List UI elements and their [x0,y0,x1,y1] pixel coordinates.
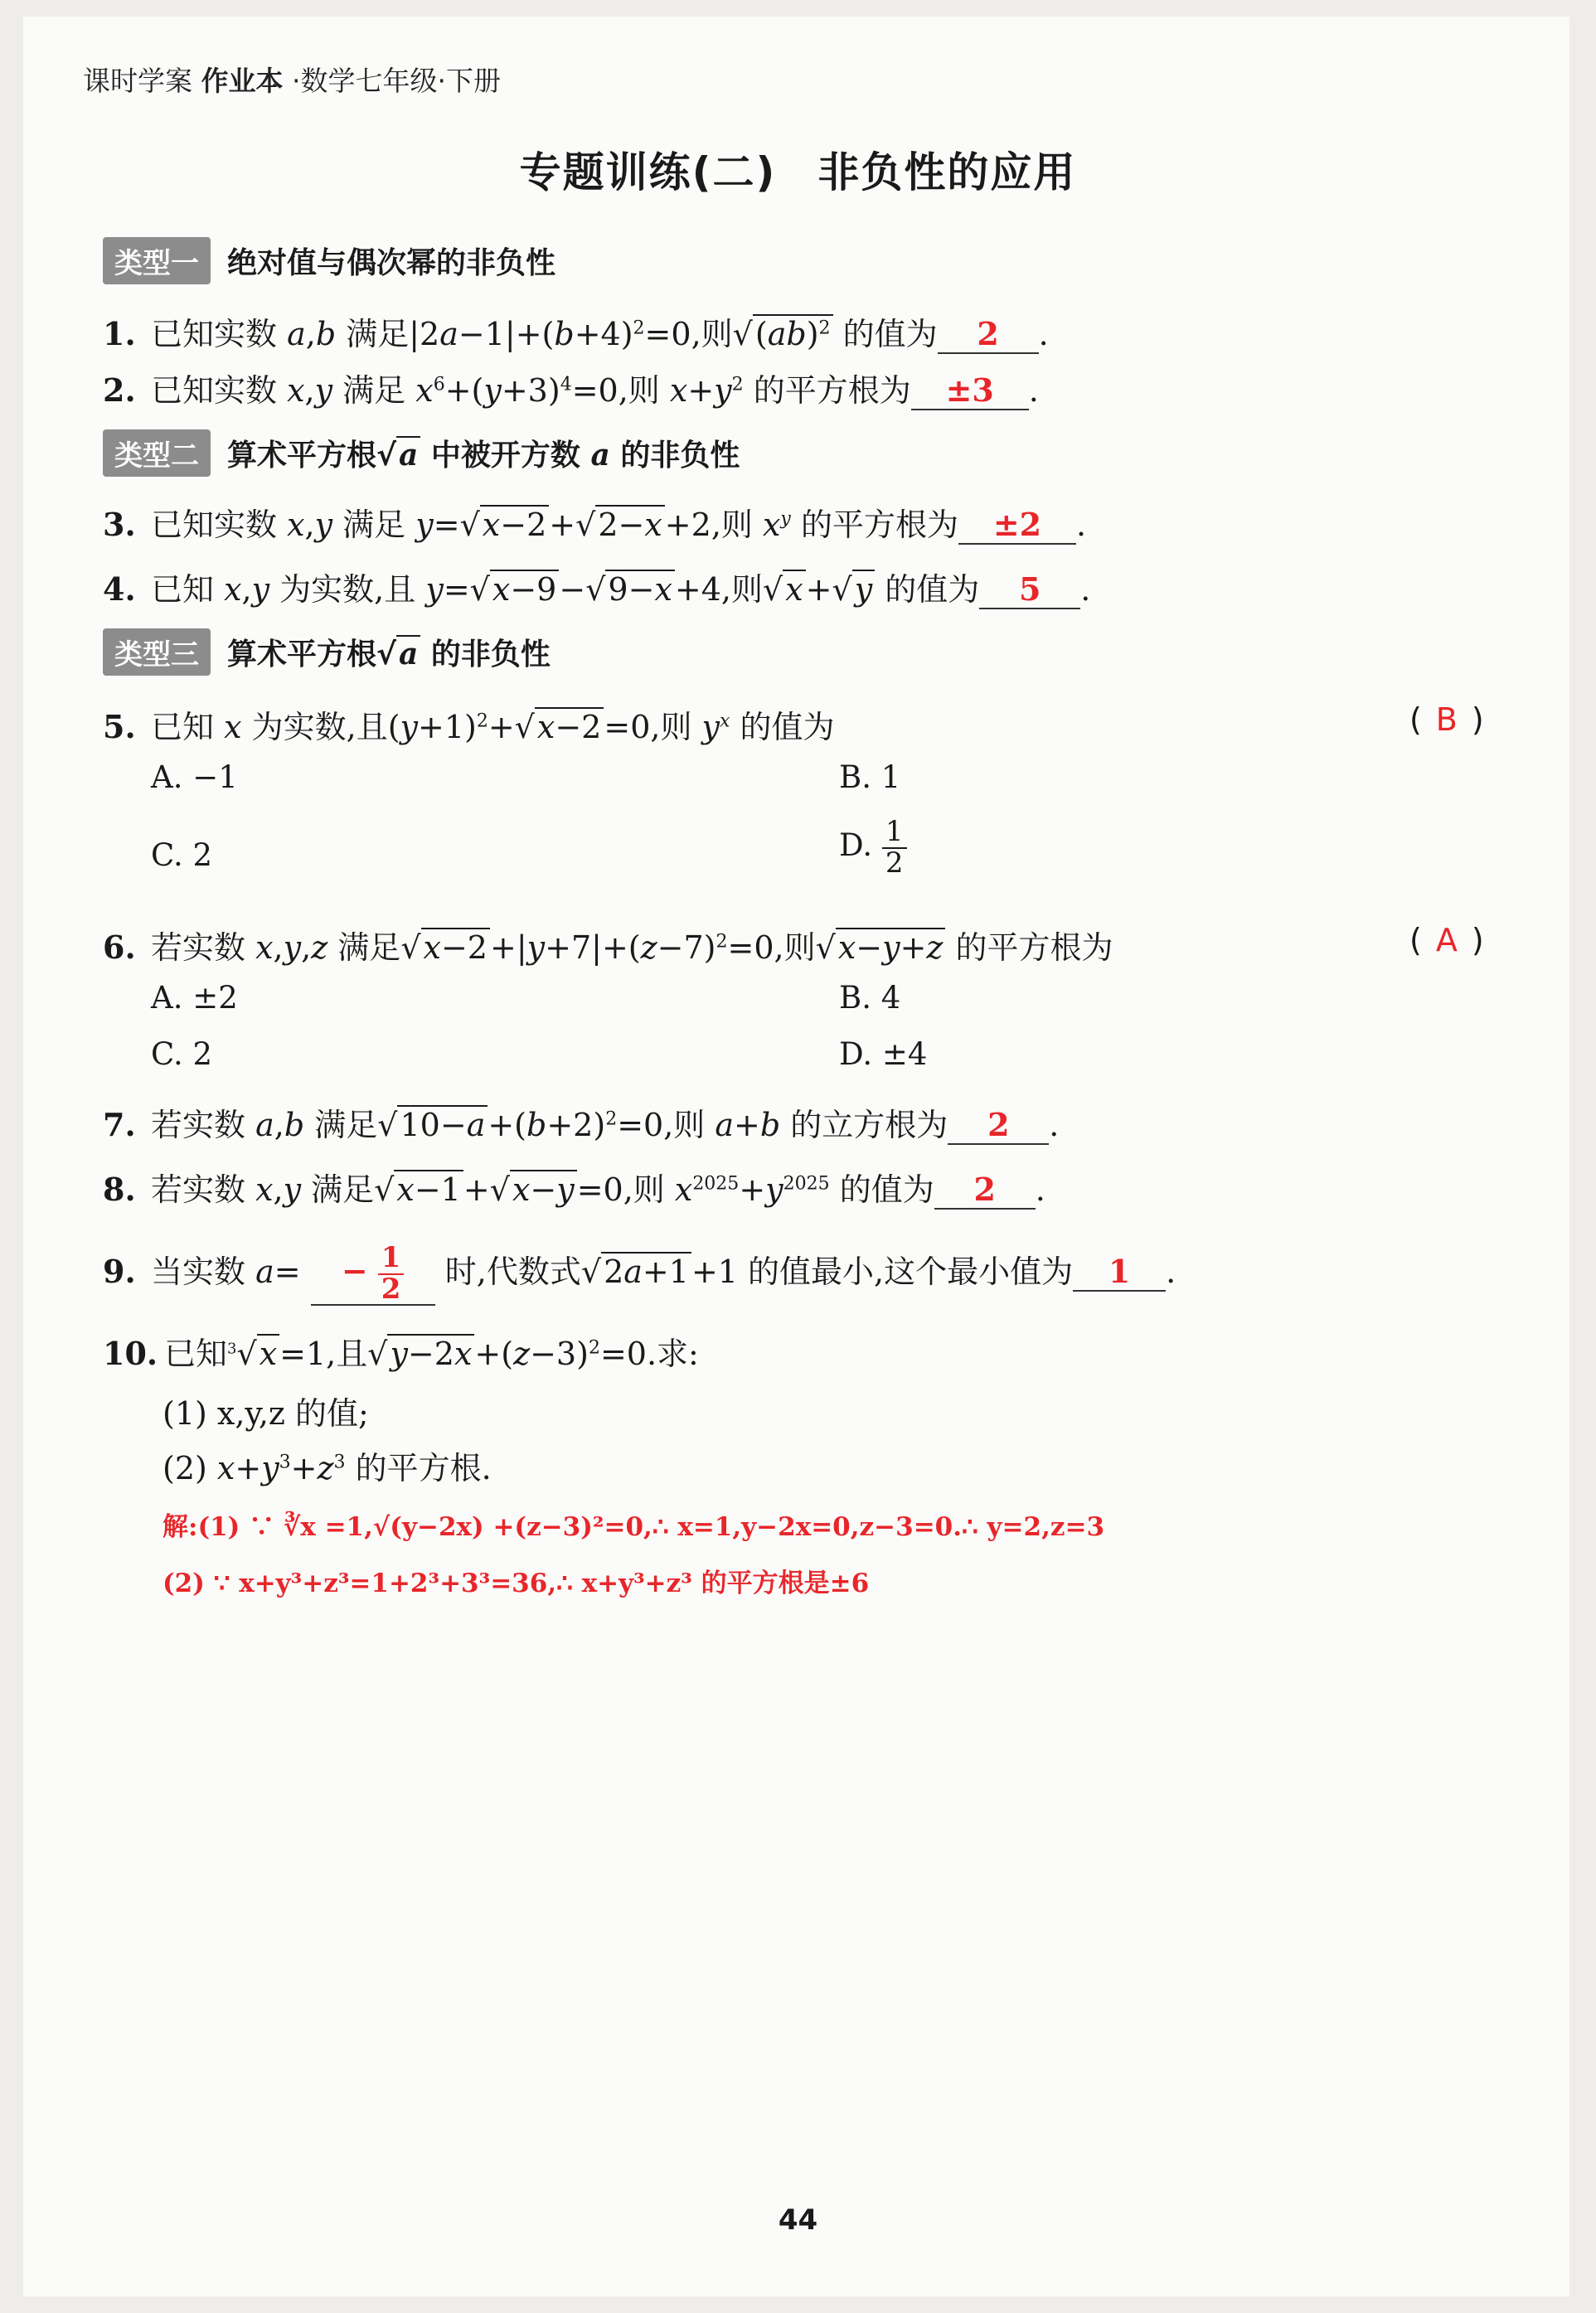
answer-blank: 2 [938,315,1039,354]
option-b: B. 1 [839,759,901,795]
question-10-part-1: (1) x,y,z 的值; [163,1395,369,1432]
option-c: C. 2 [151,837,213,873]
section-tag: 类型一 [103,237,211,284]
question-7: 7. 若实数 a,b 满足$√10-a+(b+2)^2=0$,则 a+b 的立方根为 2 . [103,1106,1060,1143]
answer-blank: 1 [1073,1253,1166,1292]
question-6-choice: ( A ) [1409,922,1484,958]
question-5-choice: ( B ) [1409,701,1484,738]
option-a: A. ±2 [151,980,238,1016]
section-2-heading: 类型二 算术平方根√a 中被开方数 a 的非负性 [103,429,740,477]
section-3-heading: 类型三 算术平方根√a 的非负性 [103,628,551,676]
option-c: C. 2 [151,1036,213,1072]
option-d: D. ±4 [839,1036,928,1072]
answer-blank: 2 [948,1106,1049,1145]
option-a: A. −1 [151,759,238,795]
solution-line-1: 解:(1) ∵ ∛x =1,√(y−2x) +(z−3)²=0,∴ x=1,y−2x=0,z−3=0.∴ y=2,z=3 [163,1512,1105,1542]
question-6: 6. 若实数 x,y,z 满足$√x-2+|y+7|+(z-7)^2=0$,则√x−y+z 的平方根为 [103,929,1113,966]
question-8: 8. 若实数 x,y 满足√x−1+√x−y=0,则 $x^{2025}+y^{2025}$ 的值为 2 . [103,1171,1045,1208]
section-tag: 类型三 [103,628,211,676]
answer-blank: ±2 [958,506,1076,545]
section-1-heading: 类型一 绝对值与偶次幂的非负性 [103,237,555,284]
book-header: 课时学案 作业本 ·数学七年级·下册 [83,65,501,97]
question-10: 10. 已知$^3$√x=1,且$√y-2x+(z-3)^2=0$.求: [103,1335,699,1372]
question-9: 9. 当实数 a= − $\frac{1}{2}$ 时,代数式√2a+1+1 的值最小,这个最小值为 1 . [103,1241,1176,1306]
answer-blank: 2 [934,1171,1036,1210]
answer-blank: − $\frac{1}{2}$ [311,1244,435,1306]
question-4: 4. 已知 x,y 为实数,且 y=√x−9−√9−x+4,则√x+√y 的值为 5 . [103,570,1091,608]
page-sheet [23,17,1569,2296]
question-3: 3. 已知实数 x,y 满足 y=√x−2+√2−x+2,则 $x^y$ 的平方根为 ±2 . [103,506,1087,543]
section-tag: 类型二 [103,429,211,477]
question-1: 1. 已知实数 a,b 满足$|2a-1|+(b+4)^2=0$,则√(ab)$^2$ 的值为 2 . [103,315,1049,352]
option-d: D. $\frac{1}{2}$ [839,817,907,878]
option-b: B. 4 [839,980,901,1016]
page-number: 44 [778,2204,818,2237]
question-5: 5. 已知 x 为实数,且$(y+1)^2+√x-2=0$,则 $y^x$ 的值为 [103,708,835,745]
answer-blank: 5 [979,570,1080,609]
question-10-part-2: (2) $x+y^3+z^3$ 的平方根. [163,1450,492,1486]
page-title: 专题训练(二) 非负性的应用 [519,148,1077,196]
question-2: 2. 已知实数 x,y 满足 $x^6+(y+3)^4=0$,则 $x+y^2$ 的平方根为 ±3 . [103,371,1039,409]
solution-line-2: (2) ∵ x+y³+z³=1+2³+3³=36,∴ x+y³+z³ 的平方根是±6 [163,1569,870,1598]
answer-blank: ±3 [911,371,1029,410]
